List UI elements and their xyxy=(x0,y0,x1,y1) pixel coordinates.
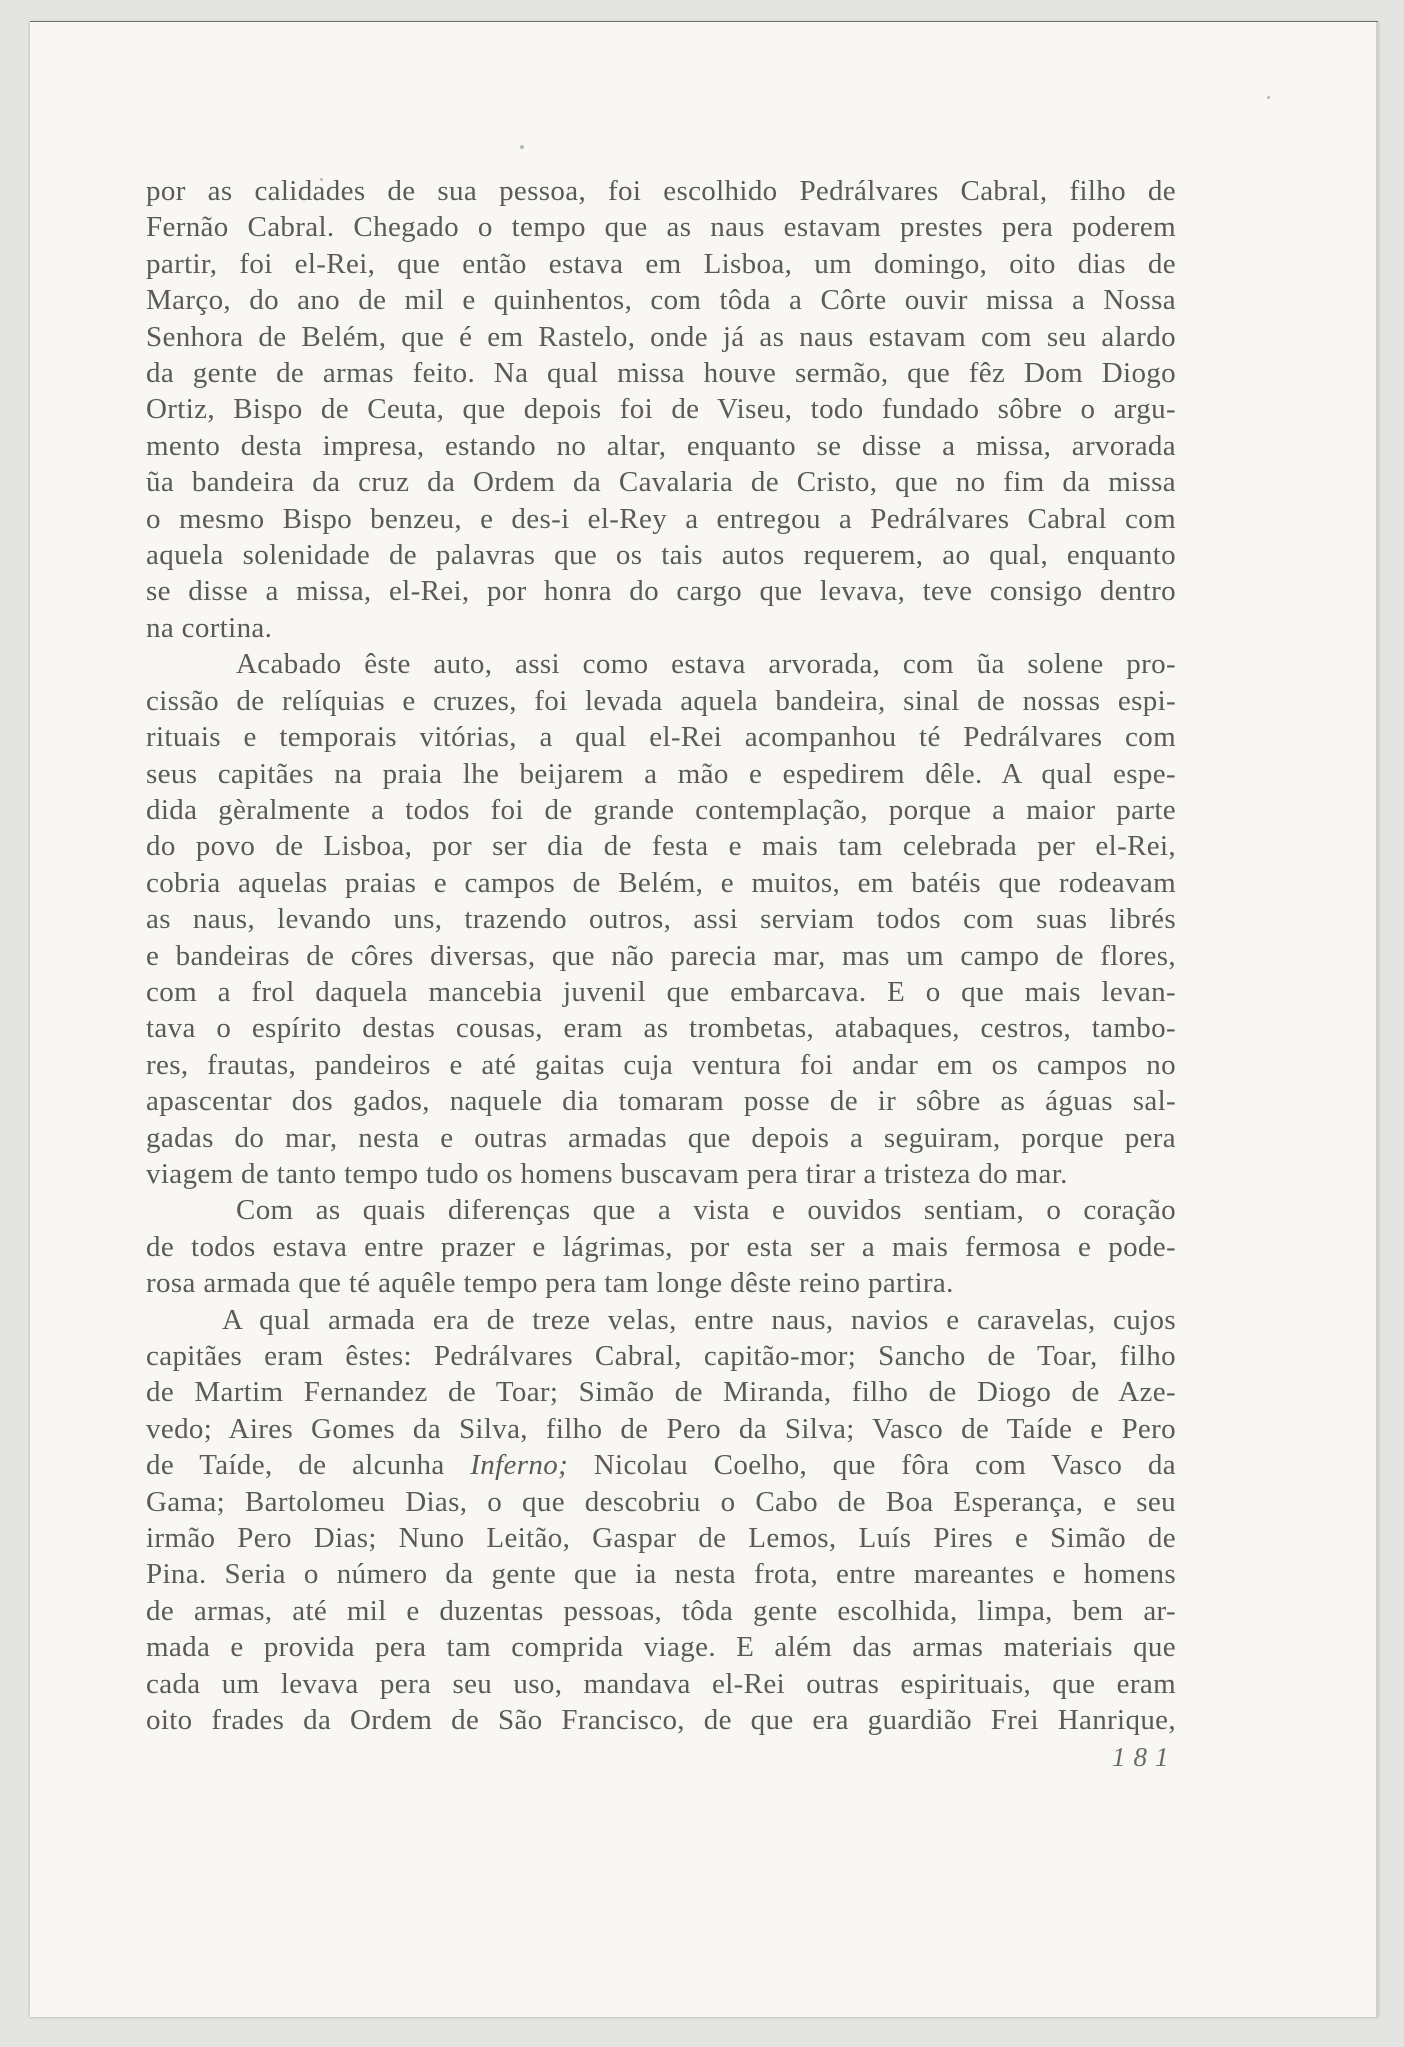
text-line: aquela solenidade de palavras que os tais autos requerem, ao qual, enquanto xyxy=(146,539,1176,572)
text-line: cada um levava pera seu uso, mandava el-Rei outras espirituais, que eram xyxy=(146,1667,1176,1700)
text-line: capitães eram êstes: Pedrálvares Cabral, capitão-mor; Sancho de Toar, filho xyxy=(146,1340,1176,1372)
text-line: partir, foi el-Rei, que então estava em Lisboa, um domingo, oito dias de xyxy=(146,247,1176,280)
text-line: mada e provida pera tam comprida viage. E além das armas materiais que xyxy=(146,1631,1176,1664)
text-line: mento desta impresa, estando no altar, enquanto se disse a missa, arvorada xyxy=(146,429,1176,462)
text-line: Ortiz, Bispo de Ceuta, que depois foi de Viseu, todo fundado sôbre o argu- xyxy=(146,393,1176,426)
page-right-edge xyxy=(1376,22,1379,2017)
text-line: viagem de tanto tempo tudo os homens buscavam pera tirar a tristeza do mar. xyxy=(146,1157,1068,1190)
text-line: Fernão Cabral. Chegado o tempo que as naus estavam prestes pera poderem xyxy=(146,211,1176,244)
body-text xyxy=(146,173,1176,1738)
text-line: seus capitães na praia lhe beijarem a mão e espedirem dêle. A qual espe- xyxy=(146,757,1176,790)
text-line: Com as quais diferenças que a vista e ouvidos sentiam, o coração xyxy=(236,1194,1176,1227)
paper-speck xyxy=(1267,96,1270,99)
text-line: oito frades da Ordem de São Francisco, de que era guardião Frei Hanrique, xyxy=(146,1704,1176,1737)
text-line: Março, do ano de mil e quinhentos, com tôda a Côrte ouvir missa a Nossa xyxy=(146,284,1176,317)
text-line: gadas do mar, nesta e outras armadas que depois a seguiram, porque pera xyxy=(146,1121,1176,1154)
text-line: dida gèralmente a todos foi de grande contemplação, porque a maior parte xyxy=(146,793,1176,826)
text-line: o mesmo Bispo benzeu, e des-i el-Rey a entregou a Pedrálvares Cabral com xyxy=(146,502,1176,535)
text-line: por as calidades de sua pessoa, foi escolhido Pedrálvares Cabral, filho de xyxy=(146,175,1176,207)
text-line: Gama; Bartolomeu Dias, o que descobriu o Cabo de Boa Esperança, e seu xyxy=(146,1485,1176,1518)
text-line: Pina. Seria o número da gente que ia nesta frota, entre mareantes e homens xyxy=(146,1558,1176,1591)
text-line: de Taíde, de alcunha Inferno; Nicolau Coelho, que fôra com Vasco da xyxy=(146,1449,1177,1482)
text-line: tava o espírito destas cousas, eram as trombetas, atabaques, cestros, tambo- xyxy=(146,1012,1176,1045)
text-line: cobria aquelas praias e campos de Belém, e muitos, em batéis que rodeavam xyxy=(146,866,1176,899)
paper-speck xyxy=(520,145,524,149)
text-line: se disse a missa, el-Rei, por honra do cargo que levava, teve consigo dentro xyxy=(146,575,1176,608)
italic-word: Inferno; xyxy=(470,1449,569,1482)
text-line: A qual armada era de treze velas, entre naus, navios e caravelas, cujos xyxy=(222,1303,1176,1336)
text-line: de todos estava entre prazer e lágrimas, por esta ser a mais fermosa e pode- xyxy=(146,1230,1176,1263)
text-line: vedo; Aires Gomes da Silva, filho de Pero da Silva; Vasco de Taíde e Pero xyxy=(146,1412,1176,1445)
text-line: irmão Pero Dias; Nuno Leitão, Gaspar de Lemos, Luís Pires e Simão de xyxy=(146,1522,1176,1555)
text-line: as naus, levando uns, trazendo outros, assi serviam todos com suas librés xyxy=(146,903,1176,936)
text-line: e bandeiras de côres diversas, que não parecia mar, mas um campo de flores, xyxy=(146,939,1176,972)
text-line: apascentar dos gados, naquele dia tomaram posse de ir sôbre as águas sal- xyxy=(146,1085,1176,1118)
text-line: de armas, até mil e duzentas pessoas, tôda gente escolhida, limpa, bem ar- xyxy=(146,1594,1176,1627)
text-line: Senhora de Belém, que é em Rastelo, onde já as naus estavam com seu alardo xyxy=(146,320,1176,353)
text-line: rituais e temporais vitórias, a qual el-Rei acompanhou té Pedrálvares com xyxy=(146,721,1176,754)
page-number: 181 xyxy=(1112,1742,1177,1772)
text-line: rosa armada que té aquêle tempo pera tam longe dêste reino partira. xyxy=(146,1267,954,1300)
text-line: res, frautas, pandeiros e até gaitas cuja ventura foi andar em os campos no xyxy=(146,1048,1176,1081)
text-line: Acabado êste auto, assi como estava arvorada, com ũa solene pro- xyxy=(236,648,1176,681)
text-line: cissão de relíquias e cruzes, foi levada aquela bandeira, sinal de nossas espi- xyxy=(146,684,1176,717)
text-line: com a frol daquela mancebia juvenil que embarcava. E o que mais levan- xyxy=(146,975,1176,1008)
text-line: do povo de Lisboa, por ser dia de festa e mais tam celebrada per el-Rei, xyxy=(146,830,1176,863)
text-line: da gente de armas feito. Na qual missa houve sermão, que fêz Dom Diogo xyxy=(146,357,1176,390)
text-line: ũa bandeira da cruz da Ordem da Cavalaria de Cristo, que no fim da missa xyxy=(146,466,1176,499)
text-line: na cortina. xyxy=(146,611,273,644)
text-line: de Martim Fernandez de Toar; Simão de Miranda, filho de Diogo de Aze- xyxy=(146,1376,1176,1409)
